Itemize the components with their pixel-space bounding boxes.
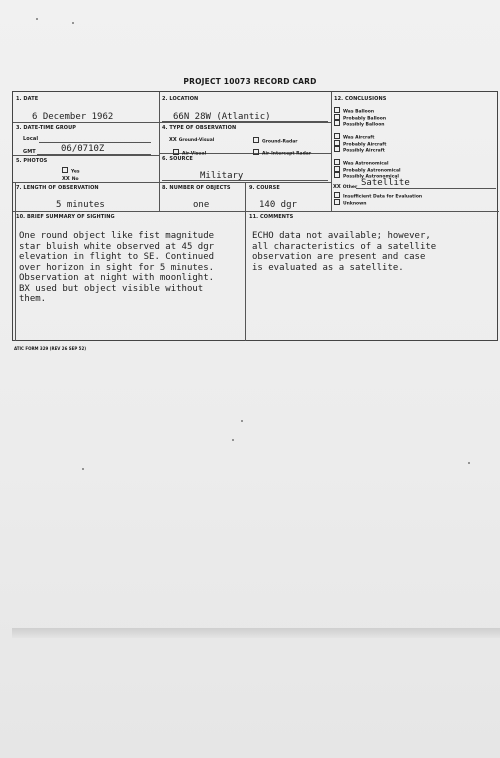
scan-speck [241, 420, 243, 422]
date-value: 6 December 1962 [32, 112, 114, 122]
conclusions-label: 12. CONCLUSIONS [334, 96, 387, 102]
divider [13, 211, 499, 212]
comments-label: 11. COMMENTS [249, 214, 294, 220]
other-value: Satellite [361, 178, 410, 188]
gmt-value: 06/0710Z [61, 144, 105, 154]
conclusion-option-text: Probably Balloon [343, 116, 387, 121]
checked-mark: XX [62, 176, 70, 182]
air-intercept-text: Air-Intercept Radar [262, 151, 312, 157]
checked-mark: XX [333, 184, 341, 190]
observation-type-label: 4. TYPE OF OBSERVATION [162, 125, 237, 131]
location-underline [162, 121, 328, 122]
air-visual-text: Air-Visual [182, 151, 207, 157]
gmt-label: GMT [23, 149, 36, 155]
scan-speck [82, 468, 84, 470]
scan-band [12, 628, 500, 638]
source-label: 6. SOURCE [162, 156, 193, 162]
conclusion-option [334, 146, 385, 154]
option-air-intercept [253, 149, 311, 157]
checkbox-icon [334, 107, 340, 113]
conclusion-option-text: Possibly Balloon [343, 122, 385, 128]
conclusion-option-text: Was Balloon [343, 109, 375, 115]
other-label: Other [342, 185, 358, 190]
comments-text: ECHO data not available; however, all characteristics of a satellite observation are present and case is evaluated as a satellite. [252, 231, 437, 273]
scan-speck [468, 462, 470, 464]
checkbox-icon [173, 149, 179, 155]
datetime-label: 3. DATE-TIME GROUP [16, 125, 77, 131]
source-value: Military [200, 171, 244, 181]
date-label: 1. DATE [16, 96, 39, 102]
conclusion-option-text: Possibly Aircraft [343, 148, 385, 154]
photos-no-text: No [71, 177, 79, 182]
option-ground-visual [169, 137, 214, 143]
ground-visual-text: Ground-Visual [178, 138, 215, 143]
summary-label: 10. BRIEF SUMMARY OF SIGHTING [16, 214, 115, 220]
divider [13, 182, 331, 183]
checkbox-icon [334, 199, 340, 205]
gmt-underline [37, 154, 151, 155]
form-footer: ATIC FORM 329 (REV 26 SEP 52) [14, 346, 87, 351]
source-underline [162, 180, 328, 181]
conclusion-option-text: Probably Astronomical [343, 168, 401, 173]
local-underline [39, 142, 151, 143]
scan-speck [36, 18, 38, 20]
conclusion-other [333, 184, 357, 190]
conclusion-option-text: Possibly Astronomical [343, 174, 399, 180]
photos-yes-text: Yes [71, 169, 80, 175]
objects-label: 8. NUMBER OF OBJECTS [162, 185, 231, 191]
course-value: 140 dgr [259, 200, 297, 210]
conclusion-option-text: Probably Aircraft [343, 142, 387, 147]
photos-label: 5. PHOTOS [16, 158, 48, 164]
divider [331, 92, 332, 211]
scan-speck [232, 439, 234, 441]
divider [13, 155, 159, 156]
conclusion-option-text: Was Astronomical [343, 161, 389, 167]
record-card-form [12, 91, 498, 341]
card-title: PROJECT 10073 RECORD CARD [183, 77, 317, 86]
checked-mark: XX [169, 137, 177, 143]
conclusion-option-text: Was Aircraft [343, 135, 375, 141]
divider [15, 182, 16, 341]
checkbox-icon [334, 166, 340, 172]
checkbox-icon [334, 146, 340, 152]
checkbox-icon [334, 133, 340, 139]
location-value: 66N 28W (Atlantic) [173, 112, 271, 122]
photos-yes [62, 167, 80, 175]
divider [159, 182, 160, 211]
ground-radar-text: Ground-Radar [262, 139, 298, 145]
checkbox-icon [334, 114, 340, 120]
local-label: Local [23, 136, 39, 142]
scan-speck [72, 22, 74, 24]
checkbox-icon [334, 159, 340, 165]
checkbox-icon [334, 172, 340, 178]
checkbox-icon [62, 167, 68, 173]
other-underline [356, 188, 496, 189]
length-value: 5 minutes [56, 200, 105, 210]
option-ground-radar [253, 137, 297, 145]
insufficient-text: Insufficient Data for Evaluation [343, 194, 423, 200]
checkbox-icon [334, 192, 340, 198]
summary-text: One round object like fist magnitude star bluish white observed at 45 dgr elevation in flight to SE. Continued over horizon in sight for 5 minutes. Observation at night with moonlight. BX used but object visible without them. [19, 231, 215, 304]
divider [245, 182, 246, 341]
length-label: 7. LENGTH OF OBSERVATION [16, 185, 99, 191]
course-label: 9. COURSE [249, 185, 280, 191]
objects-value: one [193, 200, 210, 210]
location-label: 2. LOCATION [162, 96, 199, 102]
conclusion-option [334, 120, 385, 128]
conclusion-unknown [334, 199, 367, 207]
checkbox-icon [253, 149, 259, 155]
checkbox-icon [334, 140, 340, 146]
checkbox-icon [253, 137, 259, 143]
photos-no [62, 176, 79, 182]
unknown-text: Unknown [343, 201, 367, 207]
checkbox-icon [334, 120, 340, 126]
divider [13, 122, 331, 123]
